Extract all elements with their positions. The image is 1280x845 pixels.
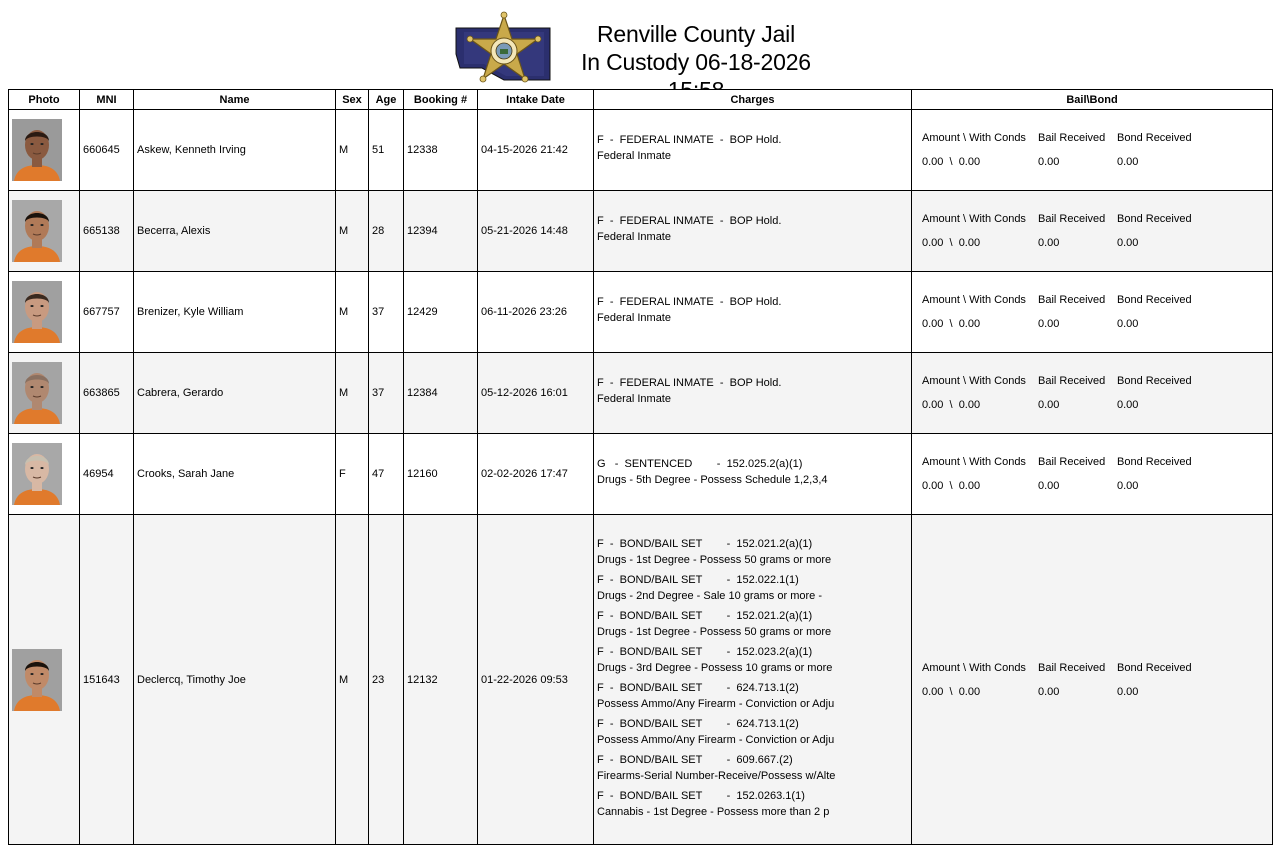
charge-description: Possess Ammo/Any Firearm - Conviction or Adju xyxy=(597,697,835,710)
bail-received-value: 0.00 xyxy=(1038,237,1060,249)
charges-cell xyxy=(594,434,912,515)
bail-bond-cell xyxy=(912,110,1273,191)
bond-received-label: Bond Received xyxy=(1117,213,1192,225)
bond-received-value: 0.00 xyxy=(1117,156,1139,168)
bail-received-value: 0.00 xyxy=(1038,399,1060,411)
sex-cell: M xyxy=(336,191,369,272)
bail-bond-cell xyxy=(912,515,1273,845)
column-header-booking: Booking # xyxy=(404,90,478,110)
charge-description: Drugs - 3rd Degree - Possess 10 grams or more xyxy=(597,661,833,674)
charge-entry xyxy=(597,213,908,249)
charge-description: Possess Ammo/Any Firearm - Conviction or Adju xyxy=(597,733,835,746)
mni-cell: 46954 xyxy=(80,434,134,515)
charge-description: Federal Inmate xyxy=(597,231,671,243)
charge-description: Firearms-Serial Number-Receive/Possess w/Alte xyxy=(597,769,836,782)
bail-bond-cell xyxy=(912,353,1273,434)
mni-cell: 660645 xyxy=(80,110,134,191)
inmate-photo xyxy=(12,119,62,181)
bail-bond-grid xyxy=(915,131,1269,169)
charge-entry xyxy=(597,680,908,716)
charge-status-statute: F - FEDERAL INMATE - BOP Hold. xyxy=(597,377,782,389)
bail-bond-grid xyxy=(915,374,1269,412)
bail-received-label: Bail Received xyxy=(1038,132,1106,144)
charge-status-statute: F - BOND/BAIL SET - 152.022.1(1) xyxy=(597,573,799,586)
column-header-intake-date: Intake Date xyxy=(478,90,594,110)
charge-status-statute: F - BOND/BAIL SET - 609.667.(2) xyxy=(597,753,793,766)
bond-amount-label: Amount \ With Conds xyxy=(922,213,1026,225)
inmate-photo xyxy=(12,649,62,711)
bail-bond-grid xyxy=(915,212,1269,250)
age-cell: 28 xyxy=(369,191,404,272)
sex-cell: F xyxy=(336,434,369,515)
booking-number-cell: 12394 xyxy=(404,191,478,272)
intake-date-cell: 02-02-2026 17:47 xyxy=(478,434,594,515)
name-cell: Askew, Kenneth Irving xyxy=(134,110,336,191)
column-header-mni: MNI xyxy=(80,90,134,110)
charge-entry xyxy=(597,294,908,330)
age-cell: 23 xyxy=(369,515,404,845)
bail-received-label: Bail Received xyxy=(1038,375,1106,387)
bail-bond-cell xyxy=(912,272,1273,353)
sex-cell: M xyxy=(336,272,369,353)
bail-bond-grid xyxy=(915,661,1269,699)
bond-amount-label: Amount \ With Conds xyxy=(922,456,1026,468)
bail-received-value: 0.00 xyxy=(1038,480,1060,492)
charge-entry xyxy=(597,536,908,572)
bond-amount-value: 0.00 \ 0.00 xyxy=(922,480,981,492)
bond-received-value: 0.00 xyxy=(1117,480,1139,492)
charges-cell xyxy=(594,272,912,353)
bail-bond-cell xyxy=(912,434,1273,515)
table-row xyxy=(9,110,1273,191)
charge-description: Drugs - 5th Degree - Possess Schedule 1,2,3,4 xyxy=(597,474,828,486)
bond-received-label: Bond Received xyxy=(1117,294,1192,306)
column-header-charges: Charges xyxy=(594,90,912,110)
table-row xyxy=(9,272,1273,353)
mni-cell: 667757 xyxy=(80,272,134,353)
column-header-bail-bond: Bail\Bond xyxy=(912,90,1273,110)
name-cell: Cabrera, Gerardo xyxy=(134,353,336,434)
bail-received-value: 0.00 xyxy=(1038,685,1060,698)
table-row xyxy=(9,434,1273,515)
inmate-photo xyxy=(12,443,62,505)
charges-cell xyxy=(594,110,912,191)
booking-number-cell: 12384 xyxy=(404,353,478,434)
name-cell: Becerra, Alexis xyxy=(134,191,336,272)
bond-amount-label: Amount \ With Conds xyxy=(922,132,1026,144)
charge-status-statute: F - FEDERAL INMATE - BOP Hold. xyxy=(597,215,782,227)
bond-received-value: 0.00 xyxy=(1117,318,1139,330)
photo-cell xyxy=(9,515,80,845)
booking-number-cell: 12429 xyxy=(404,272,478,353)
age-cell: 51 xyxy=(369,110,404,191)
charge-status-statute: F - BOND/BAIL SET - 624.713.1(2) xyxy=(597,717,799,730)
charge-entry xyxy=(597,788,908,824)
name-cell: Declercq, Timothy Joe xyxy=(134,515,336,845)
column-header-age: Age xyxy=(369,90,404,110)
bond-received-value: 0.00 xyxy=(1117,685,1139,698)
bail-received-label: Bail Received xyxy=(1038,213,1106,225)
charges-cell xyxy=(594,191,912,272)
bail-received-label: Bail Received xyxy=(1038,661,1106,674)
bond-received-label: Bond Received xyxy=(1117,456,1192,468)
booking-number-cell: 12132 xyxy=(404,515,478,845)
charge-status-statute: F - FEDERAL INMATE - BOP Hold. xyxy=(597,134,782,146)
charge-entry xyxy=(597,716,908,752)
charge-description: Drugs - 2nd Degree - Sale 10 grams or more - xyxy=(597,589,822,602)
sex-cell: M xyxy=(336,353,369,434)
bail-received-label: Bail Received xyxy=(1038,456,1106,468)
bond-amount-value: 0.00 \ 0.00 xyxy=(922,237,981,249)
inmate-photo xyxy=(12,281,62,343)
intake-date-cell: 04-15-2026 21:42 xyxy=(478,110,594,191)
bond-amount-value: 0.00 \ 0.00 xyxy=(922,156,981,168)
charge-entry xyxy=(597,572,908,608)
custody-roster-table xyxy=(8,89,1273,845)
photo-cell xyxy=(9,272,80,353)
charge-status-statute: F - BOND/BAIL SET - 624.713.1(2) xyxy=(597,681,799,694)
bond-amount-label: Amount \ With Conds xyxy=(922,661,1026,674)
bond-received-value: 0.00 xyxy=(1117,399,1139,411)
charge-status-statute: F - BOND/BAIL SET - 152.023.2(a)(1) xyxy=(597,645,813,658)
age-cell: 37 xyxy=(369,353,404,434)
mni-cell: 663865 xyxy=(80,353,134,434)
charge-status-statute: F - BOND/BAIL SET - 152.021.2(a)(1) xyxy=(597,537,813,550)
photo-cell xyxy=(9,353,80,434)
booking-number-cell: 12160 xyxy=(404,434,478,515)
page-title: Renville County Jail xyxy=(597,21,795,47)
page-header xyxy=(0,0,1280,90)
bond-amount-value: 0.00 \ 0.00 xyxy=(922,685,981,698)
charge-status-statute: G - SENTENCED - 152.025.2(a)(1) xyxy=(597,458,803,470)
bail-bond-cell xyxy=(912,191,1273,272)
charge-description: Drugs - 1st Degree - Possess 50 grams or more xyxy=(597,553,832,566)
bond-amount-value: 0.00 \ 0.00 xyxy=(922,399,981,411)
charge-description: Drugs - 1st Degree - Possess 50 grams or more xyxy=(597,625,832,638)
charge-description: Federal Inmate xyxy=(597,393,671,405)
charge-description: Federal Inmate xyxy=(597,312,671,324)
photo-cell xyxy=(9,434,80,515)
bail-bond-grid xyxy=(915,455,1269,493)
intake-date-cell: 01-22-2026 09:53 xyxy=(478,515,594,845)
charge-status-statute: F - FEDERAL INMATE - BOP Hold. xyxy=(597,296,782,308)
intake-date-cell: 05-12-2026 16:01 xyxy=(478,353,594,434)
sex-cell: M xyxy=(336,515,369,845)
bail-received-value: 0.00 xyxy=(1038,156,1060,168)
bond-received-label: Bond Received xyxy=(1117,375,1192,387)
column-header-photo: Photo xyxy=(9,90,80,110)
charge-entry xyxy=(597,375,908,411)
table-row xyxy=(9,515,1273,845)
charge-description: Cannabis - 1st Degree - Possess more than 2 p xyxy=(597,805,830,818)
charge-entry xyxy=(597,752,908,788)
bond-received-label: Bond Received xyxy=(1117,661,1192,674)
name-cell: Brenizer, Kyle William xyxy=(134,272,336,353)
age-cell: 37 xyxy=(369,272,404,353)
booking-number-cell: 12338 xyxy=(404,110,478,191)
photo-cell xyxy=(9,191,80,272)
column-header-sex: Sex xyxy=(336,90,369,110)
bail-bond-grid xyxy=(915,293,1269,331)
bond-amount-value: 0.00 \ 0.00 xyxy=(922,318,981,330)
table-row xyxy=(9,191,1273,272)
column-header-name: Name xyxy=(134,90,336,110)
bond-received-value: 0.00 xyxy=(1117,237,1139,249)
sheriff-star-badge-icon xyxy=(454,14,554,88)
mni-cell: 151643 xyxy=(80,515,134,845)
bail-received-label: Bail Received xyxy=(1038,294,1106,306)
mni-cell: 665138 xyxy=(80,191,134,272)
inmate-photo xyxy=(12,362,62,424)
custody-timestamp: In Custody 06-18-2026 xyxy=(581,49,811,75)
charge-entry xyxy=(597,132,908,168)
table-row xyxy=(9,353,1273,434)
name-cell: Crooks, Sarah Jane xyxy=(134,434,336,515)
bond-amount-label: Amount \ With Conds xyxy=(922,294,1026,306)
inmate-photo xyxy=(12,200,62,262)
bond-amount-label: Amount \ With Conds xyxy=(922,375,1026,387)
intake-date-cell: 05-21-2026 14:48 xyxy=(478,191,594,272)
charge-entry xyxy=(597,456,908,492)
sex-cell: M xyxy=(336,110,369,191)
charges-cell xyxy=(594,353,912,434)
charge-status-statute: F - BOND/BAIL SET - 152.021.2(a)(1) xyxy=(597,609,813,622)
charge-entry xyxy=(597,608,908,644)
table-header-row xyxy=(9,90,1273,110)
bond-received-label: Bond Received xyxy=(1117,132,1192,144)
bail-received-value: 0.00 xyxy=(1038,318,1060,330)
charge-status-statute: F - BOND/BAIL SET - 152.0263.1(1) xyxy=(597,789,805,802)
charges-cell xyxy=(594,515,912,845)
age-cell: 47 xyxy=(369,434,404,515)
photo-cell xyxy=(9,110,80,191)
charge-description: Federal Inmate xyxy=(597,150,671,162)
charge-entry xyxy=(597,644,908,680)
intake-date-cell: 06-11-2026 23:26 xyxy=(478,272,594,353)
